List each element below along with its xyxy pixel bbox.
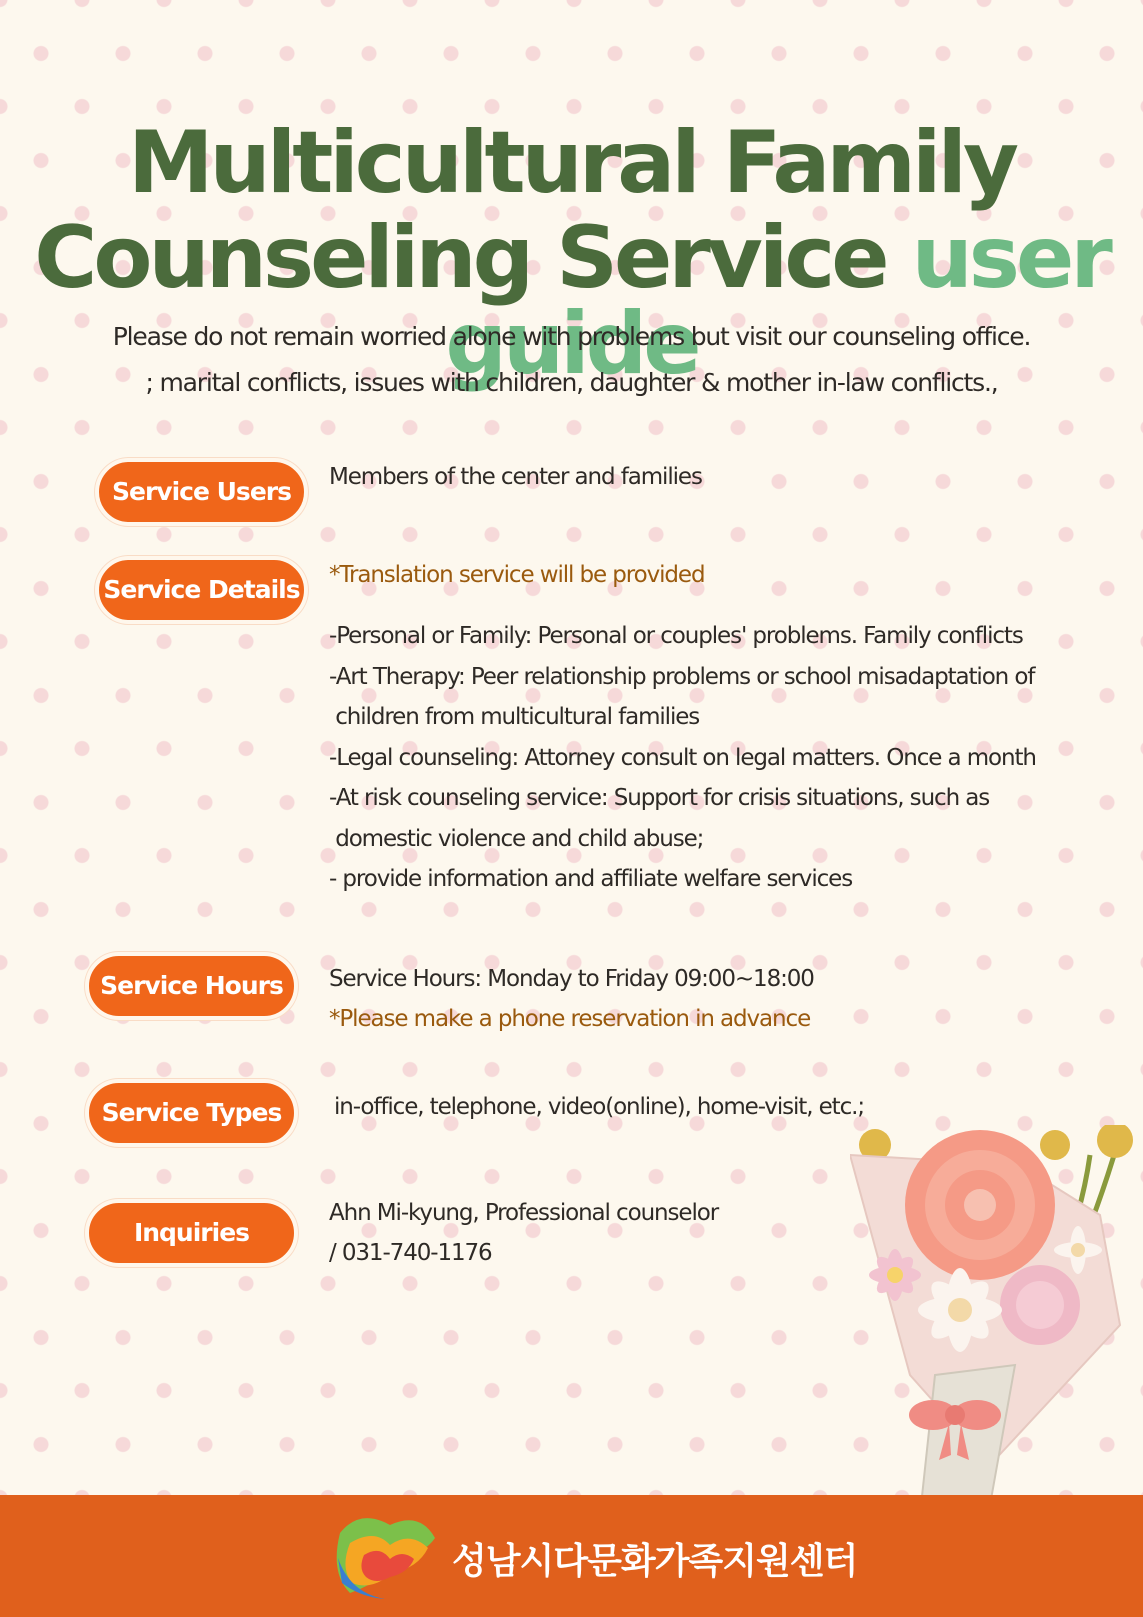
intro-line-2: ; marital conflicts, issues with children, daughter & mother in-law conflicts., [145,368,998,397]
service-users-badge: Service Users [95,458,308,526]
footer-bar [0,1495,1143,1617]
translation-note: *Translation service will be provided [329,562,705,588]
details-item: -Art Therapy: Peer relationship problems or school misadaptation of [329,663,1035,690]
inquiries-badge: Inquiries [85,1199,298,1267]
service-details-badge: Service Details [95,556,308,624]
service-users-text: Members of the center and families [329,464,702,490]
details-item: children from multicultural families [329,704,700,730]
details-item: - provide information and affiliate welfare services [329,866,853,892]
details-item: -At risk counseling service: Support for crisis situations, such as [329,785,990,811]
title-accent: user guide [445,208,1109,394]
heart-swirl-logo-icon [330,1513,440,1601]
details-item: domestic violence and child abuse; [329,825,704,852]
service-hours-badge: Service Hours [85,952,298,1020]
service-types-badge: Service Types [85,1079,298,1147]
counselor-name: Ahn Mi-kyung, Professional counselor [329,1200,719,1226]
title-line-2 [0,208,1143,394]
details-item: -Personal or Family: Personal or couples' problems. Family conflicts [329,623,1023,649]
reservation-note: *Please make a phone reservation in advance [329,1006,811,1032]
service-details-list [329,616,1036,900]
title-line-1: Multicultural Family [127,113,1016,213]
intro-line-1: Please do not remain worried alone with problems but visit our counseling office. [112,322,1031,351]
title-main: Counseling Service [34,208,912,308]
details-item: -Legal counseling: Attorney consult on legal matters. Once a month [329,744,1036,771]
service-types-text: in-office, telephone, video(online), home-visit, etc.; [334,1094,864,1120]
counselor-phone: / 031-740-1176 [329,1240,492,1266]
organization-name: 성남시다문화가족지원센터 [452,1541,858,1582]
service-hours-text: Service Hours: Monday to Friday 09:00~18:00 [329,966,814,992]
